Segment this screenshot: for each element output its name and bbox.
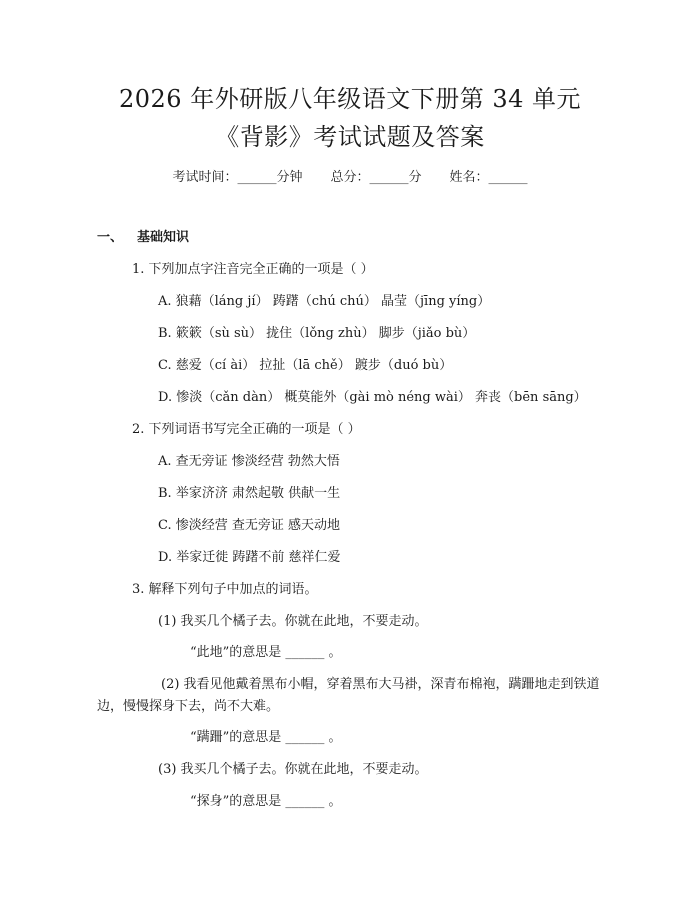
question-1: 1. 下列加点字注音完全正确的一项是（ ） (132, 262, 374, 277)
question-3-sub-3: (3) 我买几个橘子去。你就在此地，不要走动。 (158, 762, 428, 777)
question-3-sub-3-answer: “探身”的意思是 ______ 。 (190, 794, 342, 809)
question-2-option-c: C. 惨淡经营 查无旁证 感天动地 (158, 518, 341, 533)
question-3-sub-2: (2) 我看见他戴着黑布小帽，穿着黑布大马褂，深青布棉袍，蹒跚地走到铁道边，慢慢探身下去，尚不大难。 (97, 677, 600, 714)
question-1-option-b: B. 簌簌（sù sù） 拢住（lǒng zhù） 脚步（jiǎo bù） (158, 326, 476, 341)
question-3: 3. 解释下列句子中加点的词语。 (132, 582, 318, 597)
total-score-field: 总分：______分 (330, 170, 422, 185)
question-3-sub-2-answer: “蹒跚”的意思是 ______ 。 (190, 730, 342, 745)
question-2-option-d: D. 举家迁徙 踌躇不前 慈祥仁爱 (158, 550, 341, 565)
section-number: 一、 (97, 230, 124, 245)
page-title-line2: 《背影》考试试题及答案 (215, 123, 485, 151)
exam-time-field: 考试时间：______分钟 (172, 170, 303, 185)
question-2-option-a: A. 查无旁证 惨淡经营 勃然大悟 (158, 454, 340, 469)
page-title-line1: 2026 年外研版八年级语文下册第 34 单元 (118, 85, 581, 113)
question-1-option-d: D. 惨淡（cǎn dàn） 概莫能外（gài mò néng wài） 奔丧（bēn sāng） (158, 390, 587, 405)
question-1-option-a: A. 狼藉（láng jí） 踌躇（chú chú） 晶莹（jīng yíng） (158, 294, 491, 309)
question-2: 2. 下列词语书写完全正确的一项是（ ） (132, 422, 361, 437)
question-3-sub-1: (1) 我买几个橘子去。你就在此地，不要走动。 (158, 614, 428, 629)
exam-meta (0, 168, 700, 188)
section-heading: 基础知识 (137, 230, 190, 245)
question-2-option-b: B. 举家济济 肃然起敬 供献一生 (158, 486, 341, 501)
question-3-sub-1-answer: “此地”的意思是 ______ 。 (190, 645, 342, 660)
question-1-option-c: C. 慈爱（cí ài） 拉扯（lā chě） 踱步（duó bù） (158, 358, 453, 373)
student-name-field: 姓名：______ (449, 170, 528, 185)
